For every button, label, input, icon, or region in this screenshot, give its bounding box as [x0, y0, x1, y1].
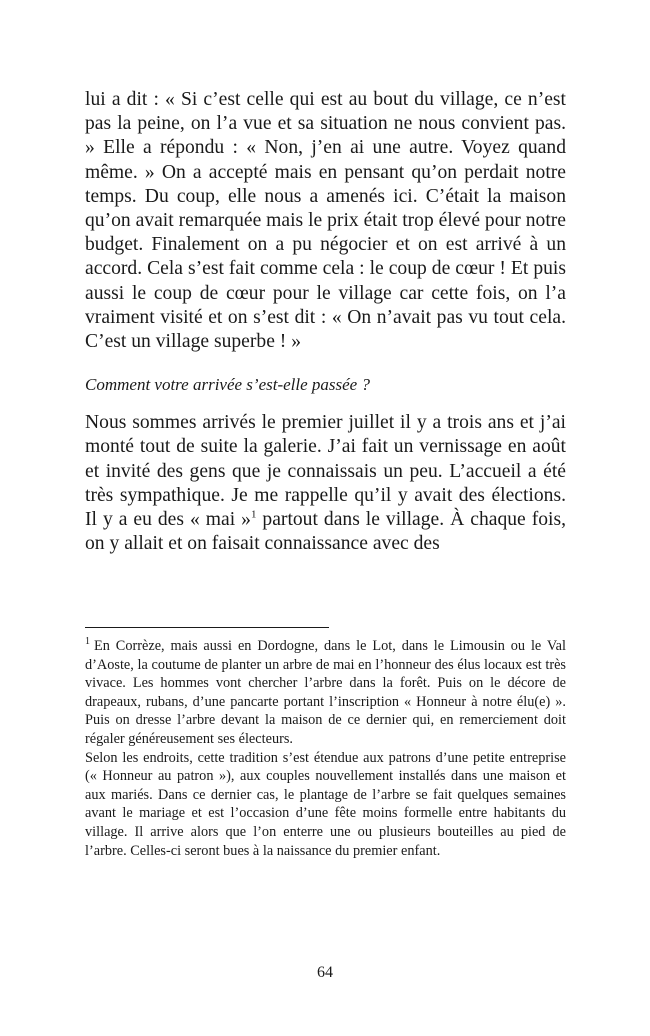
footnote-paragraph-1: [85, 637, 566, 749]
body-paragraph-2-start: Nous sommes arrivés le premier juillet il y a trois ans et j’ai monté tout de suite la galerie. J’ai fait un vernissage en août et invité des gens que je connaissais un peu. L’accueil a été très sympathique. Je me rappelle qu’il y avait des élections. Il y a eu des « mai »: [85, 412, 566, 531]
footnote-separator: [85, 627, 329, 628]
main-text: [85, 88, 566, 556]
footnote-reference[interactable]: 1: [250, 508, 257, 521]
page-number: 64: [317, 964, 333, 981]
body-paragraph-1: lui a dit : « Si c’est celle qui est au bout du village, ce n’est pas la peine, on l’a vue et sa situation ne nous convient pas. » Elle a répondu : « Non, j’en ai une autre. Voyez quand même. » On a accepté mais en pensant qu’on perdait notre temps. Du coup, elle nous a amenés ici. C’était la maison qu’on avait remarquée mais le prix était trop élevé pour notre budget. Finalement on a pu négocier et on est arrivé à un accord. Cela s’est fait comme cela : le coup de cœur ! Et puis aussi le coup de cœur pour le village car cette fois, on l’a vraiment visité et on s’est dit : « On n’avait pas vu tout cela. C’est un village superbe ! »: [85, 89, 566, 353]
footnote-paragraph-2: Selon les endroits, cette tradition s’est étendue aux patrons d’une petite entreprise (« Honneur au patron »), aux couples nouvellement installés dans une maison et aux mariés. Dans ce dernier cas, le plantage de l’arbre se fait quelques semaines avant le mariage et est l’occasion d’une fête moins formelle entre habitants du village. Il arrive alors que l’on enterre une ou plusieurs bouteilles au pied de l’arbre. Celles-ci seront bues à la naissance du premier enfant.: [85, 749, 566, 859]
body-paragraph-2-end: partout dans le village. À chaque fois, on y allait et on faisait connaissance avec des: [85, 509, 567, 555]
body-paragraph-2: [85, 411, 566, 556]
footnote-text-1: En Corrèze, mais aussi en Dordogne, dans le Lot, dans le Limousin ou le Val d’Aoste, la coutume de planter un arbre de mai en l’honneur des élus locaux est très vivace. Les hommes vont chercher l’arbre dans la forêt. Puis on le décore de drapeaux, rubans, d’une pancarte portant l’inscription « Honneur à notre élu(e) ». Puis on dresse l’arbre devant la maison de ce dernier qui, en remerciement doit régaler généreusement ses électeurs.: [85, 638, 566, 747]
footnotes: [85, 637, 566, 860]
footnote-marker: 1: [85, 636, 90, 648]
interview-question: Comment votre arrivée s’est-elle passée ?: [85, 375, 370, 395]
